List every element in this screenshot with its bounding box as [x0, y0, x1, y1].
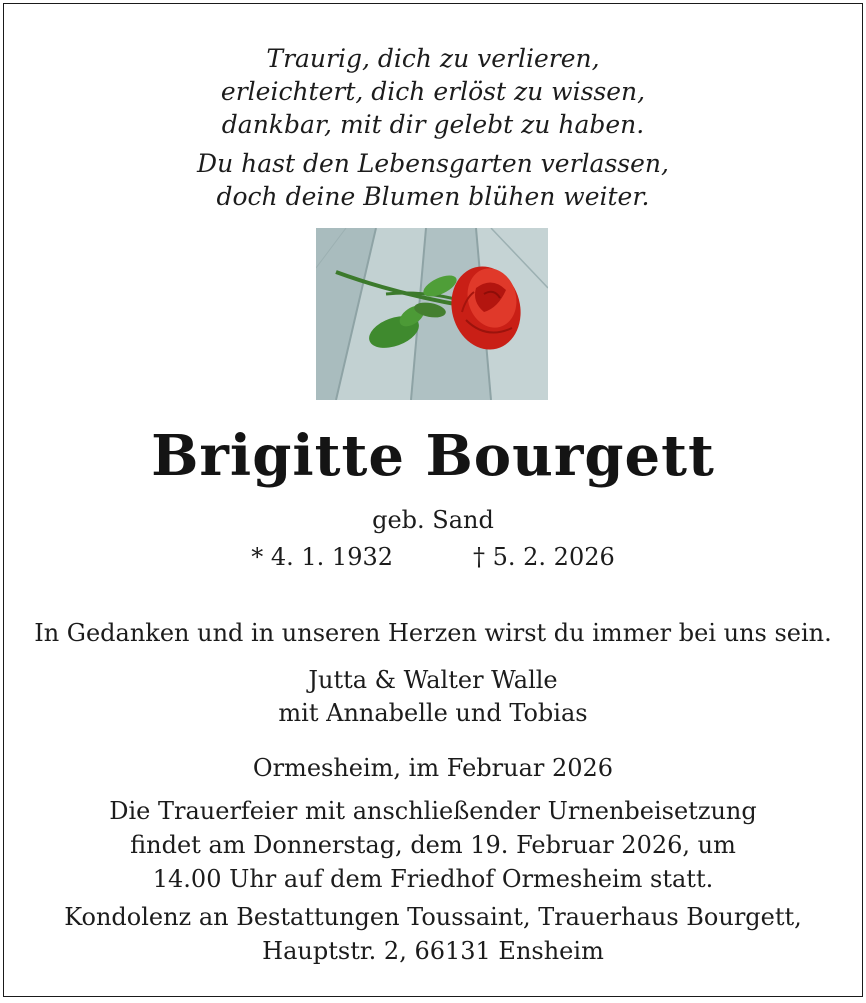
life-dates [4, 541, 862, 573]
death-date: † 5. 2. 2026 [473, 543, 615, 571]
rose-on-wood-image [316, 228, 548, 400]
poem-line: dankbar, mit dir gelebt zu haben. [221, 110, 645, 139]
family-line: mit Annabelle und Tobias [278, 699, 588, 727]
birth-date: * 4. 1. 1932 [251, 543, 393, 571]
poem-line: Du hast den Lebensgarten verlassen, [197, 149, 669, 178]
service-line: 14.00 Uhr auf dem Friedhof Ormesheim statt. [152, 865, 714, 893]
poem-line: erleichtert, dich erlöst zu wissen, [220, 77, 646, 106]
family-line: Jutta & Walter Walle [308, 666, 558, 694]
service-line: Die Trauerfeier mit anschließender Urnenbeisetzung [109, 797, 757, 825]
poem-stanza-2 [4, 147, 862, 213]
condolence-line: Hauptstr. 2, 66131 Ensheim [262, 937, 604, 965]
deceased-name: Brigitte Bourgett [151, 423, 715, 489]
poem-stanza-1 [4, 42, 862, 141]
condolence-line: Kondolenz an Bestattungen Toussaint, Trauerhaus Bourgett, [64, 903, 802, 931]
rose-photo [316, 228, 548, 400]
service-line: findet am Donnerstag, dem 19. Februar 2026, um [130, 831, 736, 859]
poem-line: Traurig, dich zu verlieren, [266, 44, 600, 73]
poem-line: doch deine Blumen blühen weiter. [216, 182, 650, 211]
obituary-notice [3, 3, 863, 997]
birth-name: geb. Sand [372, 506, 494, 534]
place-date: Ormesheim, im Februar 2026 [252, 754, 614, 782]
memorial-message: In Gedanken und in unseren Herzen wirst du immer bei uns sein. [34, 619, 832, 647]
